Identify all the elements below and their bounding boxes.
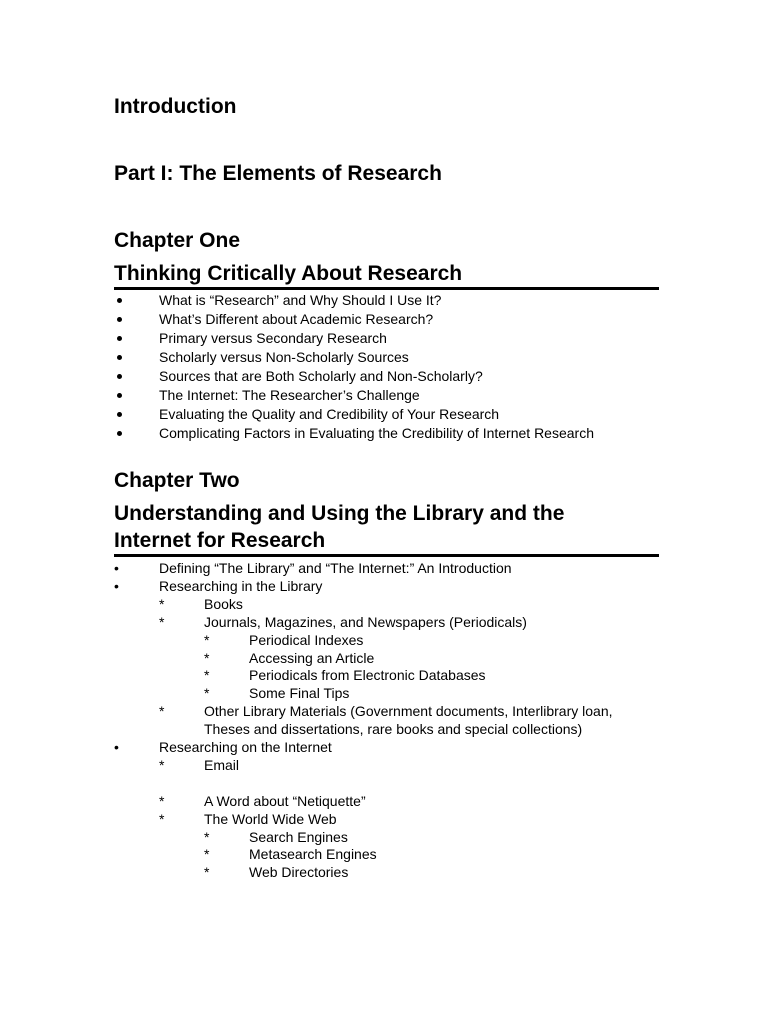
asterisk-icon: *	[159, 756, 165, 773]
asterisk-icon: *	[159, 595, 165, 612]
chapter-two-item: Theses and dissertations, rare books and special collections)	[204, 721, 583, 738]
bullet-icon	[117, 298, 122, 303]
chapter-two-rule	[114, 554, 659, 557]
chapter-two-item: Defining “The Library” and “The Internet:” An Introduction	[159, 560, 512, 576]
asterisk-icon: *	[204, 649, 210, 666]
bullet-icon: •	[114, 577, 119, 594]
chapter-one-title: Thinking Critically About Research	[114, 262, 463, 285]
bullet-icon	[117, 355, 122, 360]
chapter-one-item: Primary versus Secondary Research	[159, 330, 387, 346]
toc-page	[114, 0, 660, 1024]
asterisk-icon: *	[159, 613, 165, 630]
chapter-two-item: Researching on the Internet	[159, 739, 332, 755]
chapter-two-item: The World Wide Web	[204, 810, 337, 827]
chapter-two-item: Other Library Materials (Government documents, Interlibrary loan,	[204, 703, 613, 720]
chapter-two-item: Periodicals from Electronic Databases	[249, 667, 486, 684]
chapter-two-item: Journals, Magazines, and Newspapers (Periodicals)	[204, 613, 527, 630]
bullet-icon	[117, 393, 122, 398]
chapter-one-label: Chapter One	[114, 229, 241, 252]
chapter-two-item: Metasearch Engines	[249, 846, 377, 863]
bullet-icon	[117, 431, 122, 436]
asterisk-icon: *	[204, 685, 210, 702]
part-one-heading: Part I: The Elements of Research	[114, 162, 442, 185]
chapter-one-item: Sources that are Both Scholarly and Non-Scholarly?	[159, 368, 483, 384]
chapter-two-title-line2: Internet for Research	[114, 529, 326, 552]
bullet-icon	[117, 412, 122, 417]
asterisk-icon: *	[159, 792, 165, 809]
bullet-icon	[117, 336, 122, 341]
chapter-two-item: Some Final Tips	[249, 685, 350, 702]
chapter-one-item: The Internet: The Researcher’s Challenge	[159, 387, 420, 403]
chapter-two-label: Chapter Two	[114, 469, 240, 492]
chapter-two-item: Web Directories	[249, 864, 349, 881]
chapter-two-item: Search Engines	[249, 828, 348, 845]
asterisk-icon: *	[204, 864, 210, 881]
chapter-one-item: What is “Research” and Why Should I Use It?	[159, 292, 442, 308]
chapter-two-item: Periodical Indexes	[249, 631, 364, 648]
asterisk-icon: *	[204, 828, 210, 845]
chapter-two-item: Researching in the Library	[159, 577, 323, 594]
chapter-two-item: Email	[204, 756, 240, 773]
chapter-two-title-line1: Understanding and Using the Library and the	[114, 502, 565, 525]
asterisk-icon: *	[204, 631, 210, 648]
chapter-two-item: A Word about “Netiquette”	[204, 792, 366, 809]
introduction-heading: Introduction	[114, 95, 237, 118]
asterisk-icon: *	[159, 703, 165, 720]
asterisk-icon: *	[204, 846, 210, 863]
bullet-icon	[117, 317, 122, 322]
chapter-two-item: Books	[204, 595, 243, 612]
chapter-two-item: Accessing an Article	[249, 649, 375, 666]
bullet-icon	[117, 374, 122, 379]
chapter-one-item: Scholarly versus Non-Scholarly Sources	[159, 349, 409, 365]
asterisk-icon: *	[204, 667, 210, 684]
chapter-one-item: Evaluating the Quality and Credibility of Your Research	[159, 406, 500, 422]
bullet-icon: •	[114, 739, 119, 755]
bullet-icon: •	[114, 560, 119, 576]
chapter-one-item: Complicating Factors in Evaluating the Credibility of Internet Research	[159, 425, 594, 441]
chapter-one-rule	[114, 287, 659, 290]
chapter-one-item: What’s Different about Academic Research?	[159, 311, 434, 327]
asterisk-icon: *	[159, 810, 165, 827]
